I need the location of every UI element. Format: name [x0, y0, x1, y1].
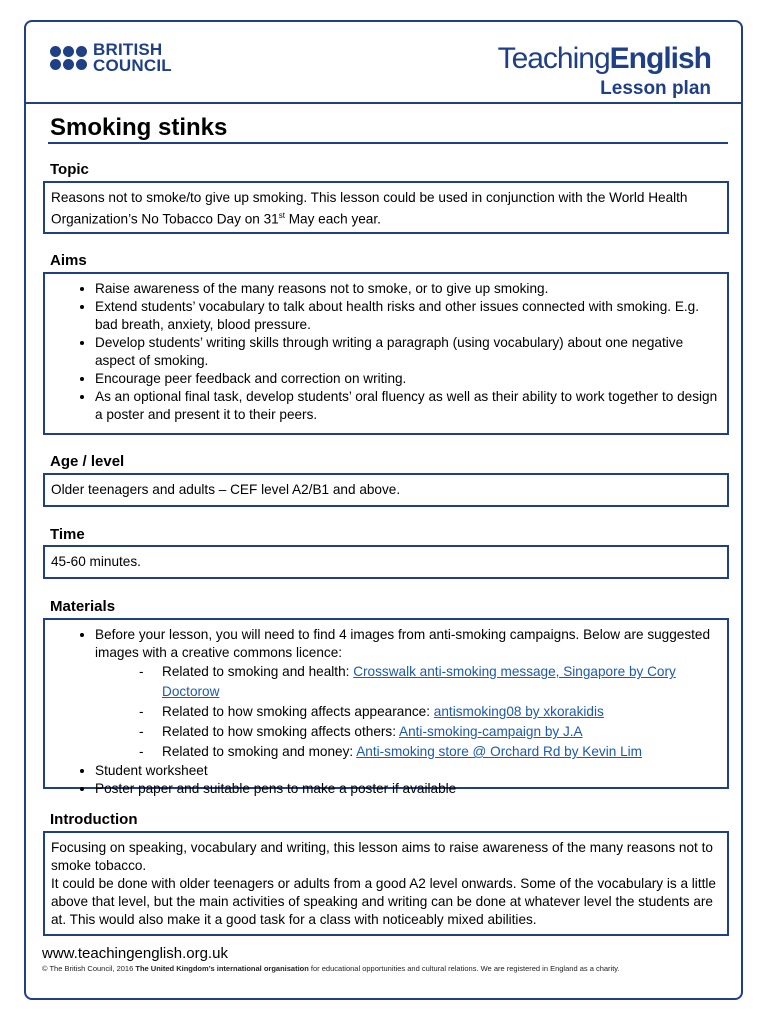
copyright-end: for educational opportunities and cultural relations. We are registered in England as a charity.: [308, 964, 620, 973]
materials-item: [95, 626, 721, 762]
materials-heading: Materials: [50, 598, 116, 615]
aims-heading: Aims: [50, 252, 87, 269]
image-link-item: [139, 702, 721, 722]
image-link[interactable]: Crosswalk anti-smoking message, Singapore by Cory Doctorow: [162, 664, 676, 699]
topic-sup: st: [278, 211, 285, 220]
link-label: Related to smoking and health:: [162, 664, 354, 679]
age-heading: Age / level: [50, 453, 125, 470]
introduction-box: [43, 831, 729, 936]
image-link-item: [139, 722, 721, 742]
materials-intro: Before your lesson, you will need to find 4 images from anti-smoking campaigns. Below are suggested images with a creative commons licence:: [95, 627, 711, 660]
age-box: [43, 473, 729, 507]
time-box: [43, 545, 729, 579]
topic-text-end: May each year.: [284, 211, 381, 227]
image-link[interactable]: Anti-smoking-campaign by J.A: [399, 724, 583, 739]
topic-text: Reasons not to smoke/to give up smoking. This lesson could be used in conjunction with the World Health Organization’s No Tobacco Day on 31: [51, 190, 688, 227]
logo-dots-icon: [50, 46, 87, 70]
link-label: Related to how smoking affects appearance:: [162, 704, 434, 719]
image-link-item: [139, 742, 721, 762]
teaching-english-header: [498, 42, 711, 100]
materials-box: [43, 618, 729, 796]
british-council-logo: [50, 42, 172, 74]
page-title: Smoking stinks: [50, 114, 228, 141]
image-links-list: [95, 662, 721, 762]
aims-item: • Encourage peer feedback and correction on writing.: [95, 370, 721, 388]
introduction-p2: It could be done with older teenagers or adults from a good A2 level onwards. Some of the vocabulary is a little above that level, but the main activities of speaking and writing can be done at whatever level the students are at. This would also make it a good task for a class with noticeably mixed abilities.: [51, 876, 716, 927]
footer-copyright: [42, 964, 620, 973]
time-text: 45-60 minutes.: [51, 554, 141, 569]
link-label: Related to how smoking affects others:: [162, 724, 400, 739]
topic-heading: Topic: [50, 161, 89, 178]
logo-line1: BRITISH: [93, 40, 163, 59]
age-text: Older teenagers and adults – CEF level A2/B1 and above.: [51, 482, 401, 497]
copyright-text: © The British Council, 2016: [42, 964, 136, 973]
image-link[interactable]: Anti-smoking store @ Orchard Rd by Kevin Lim: [356, 744, 642, 759]
image-link-item: [139, 662, 721, 702]
header-divider: [24, 102, 743, 104]
aims-item: • Extend students’ vocabulary to talk about health risks and other issues connected with smoking. E.g. bad breath, anxiety, blood pressure.: [95, 298, 721, 334]
brand-bold: English: [609, 42, 711, 75]
footer-url[interactable]: www.teachingenglish.org.uk: [42, 945, 228, 962]
aims-item: • As an optional final task, develop students’ oral fluency as well as their ability to work together to design a poster and present it to their peers.: [95, 388, 721, 424]
link-label: Related to smoking and money:: [162, 744, 357, 759]
aims-list: [51, 280, 721, 424]
logo-line2: COUNCIL: [93, 56, 172, 75]
title-divider: [48, 142, 728, 144]
aims-item: • Develop students’ writing skills through writing a paragraph (using vocabulary) about one negative aspect of smoking.: [95, 334, 721, 370]
introduction-p1: Focusing on speaking, vocabulary and writing, this lesson aims to raise awareness of the many reasons not to smoke tobacco.: [51, 840, 713, 873]
lesson-plan-label: Lesson plan: [600, 78, 711, 99]
time-heading: Time: [50, 526, 85, 543]
introduction-heading: Introduction: [50, 811, 138, 828]
aims-item: • Raise awareness of the many reasons not to smoke, or to give up smoking.: [95, 280, 721, 298]
brand-light: Teaching: [497, 42, 610, 75]
topic-box: [43, 181, 729, 234]
materials-list: [51, 626, 721, 798]
materials-item: • Poster paper and suitable pens to make a poster if available: [95, 780, 721, 798]
materials-item: • Student worksheet: [95, 762, 721, 780]
copyright-bold: The United Kingdom’s international organisation: [135, 964, 309, 973]
aims-box: [43, 272, 729, 435]
image-link[interactable]: antismoking08 by xkorakidis: [433, 704, 604, 719]
